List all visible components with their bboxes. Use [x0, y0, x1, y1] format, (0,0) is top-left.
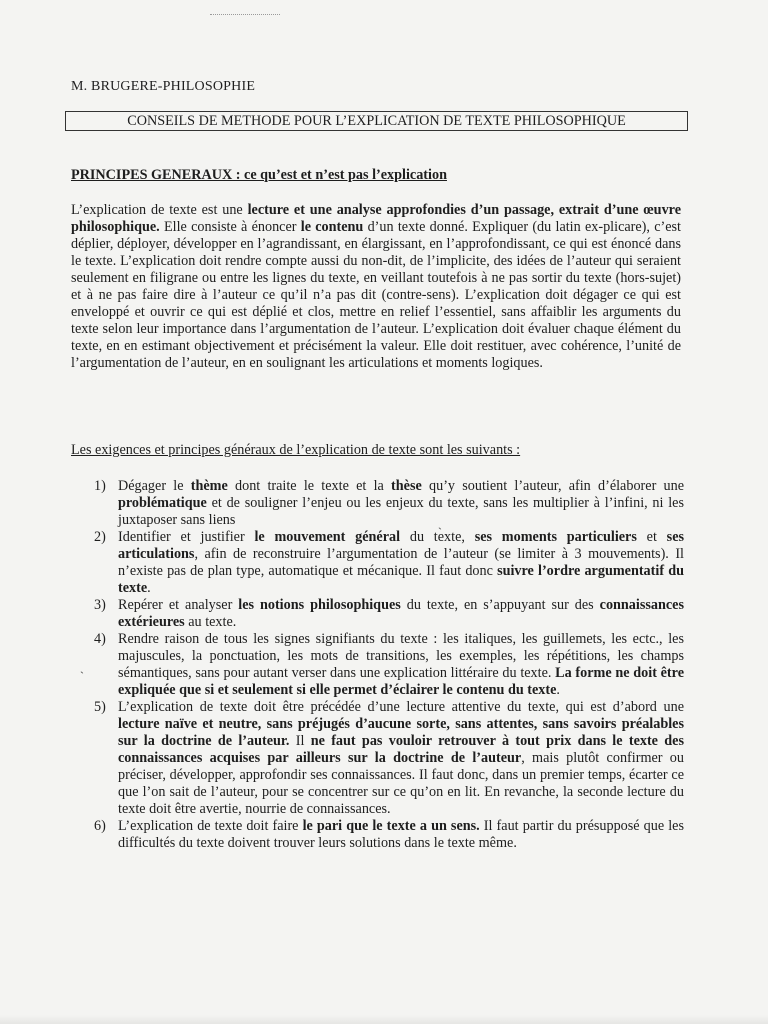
- document-title: CONSEILS DE METHODE POUR L’EXPLICATION DE TEXTE PHILOSOPHIQUE: [65, 111, 688, 131]
- list-item: [94, 478, 684, 529]
- item-text: au texte.: [184, 614, 237, 630]
- item-number: 2): [94, 529, 106, 545]
- author-line: M. BRUGERE-PHILOSOPHIE: [71, 79, 256, 94]
- item-text: .: [147, 580, 151, 596]
- item-bold: ses moments particuliers: [474, 529, 637, 545]
- intro-text: d’un texte donné. Expliquer (du latin ex-plicare), c’est déplier, déployer, développer en l’agrandissant, en élargissant, en l’approfondissant, ce qui est énoncé dans le texte. L’explication doit rendre compte aussi du non-dit, de l’implicite, des idées de l’auteur qui seraient seulement en filigrane ou entre les lignes du texte, en veillant toutefois à ne pas sortir du texte (hors-sujet) et à ne pas faire dire à l’auteur ce qu’il n’a pas dit (contre-sens). L’explication doit dégager ce qui est enveloppé et ouvrir ce qui est déplié et clos, mettre en relief l’essentiel, sans affaiblir les arguments du texte selon leur importance dans l’argumentation de l’auteur. L’explication doit évaluer chaque élément du texte, en en estimant objectivement et précisément la valeur. Elle doit restituer, avec cohérence, l’unité de l’argumentation de l’auteur, en en soulignant les articulations et moments logiques.: [71, 219, 681, 371]
- list-item: [94, 818, 684, 852]
- item-bold: problématique: [118, 495, 207, 511]
- list-item: [94, 529, 684, 597]
- item-bold: connaissances extérieures: [118, 597, 684, 630]
- item-number: 5): [94, 699, 106, 715]
- item-text: , mais plutôt confirmer ou préciser, développer, approfondir ses connaissances. Il faut donc, dans un premier temps, écarter ce que l’on sait de l’auteur, pour se concentrer sur ce qu’on en lit. En revanche, la seconde lecture du texte doit être avertie, nourrie de connaissances.: [118, 750, 684, 817]
- item-text: L’explication de texte doit être précédée d’une lecture attentive du texte, qui est d’abord une: [118, 699, 684, 715]
- intro-paragraph: [71, 202, 681, 372]
- item-number: 6): [94, 818, 106, 834]
- item-bold: le mouvement général: [254, 529, 401, 545]
- item-bold: La forme ne doit être expliquée que si et seulement si elle permet d’éclairer le contenu du texte: [118, 665, 684, 698]
- item-text: , afin de reconstruire l’argumentation de l’auteur (se limiter à 3 mouvements). Il n’existe pas de plan type, automatique et mécanique. Il faut donc: [118, 546, 684, 579]
- scan-edge: [0, 1015, 768, 1024]
- list-item: [94, 699, 684, 818]
- intro-bold: le contenu: [300, 219, 364, 235]
- item-bold: les notions philosophiques: [238, 597, 401, 613]
- principles-list: [94, 478, 684, 852]
- item-text: dont traite le texte et la: [227, 478, 392, 494]
- item-bold: le pari que le texte a un sens.: [302, 818, 480, 834]
- list-item: [94, 597, 684, 631]
- item-bold: suivre l’ordre argumentatif du texte: [118, 563, 684, 596]
- item-text: Il faut partir du présupposé que les difficultés du texte doivent trouver leurs solutions dans le texte même.: [118, 818, 685, 851]
- item-text: Identifier et justifier: [118, 529, 255, 545]
- item-text: du texte,: [400, 529, 475, 545]
- item-bold: ses articulations: [118, 529, 685, 562]
- item-text: et: [636, 529, 667, 545]
- item-text: et de souligner l’enjeu ou les enjeux du texte, sans les multiplier à l’infini, ni les juxtaposer sans liens: [118, 495, 684, 528]
- item-text: Rendre raison de tous les signes signifiants du texte : les italiques, les guillemets, les ectc., les majuscules, la ponctuation, les mots de transitions, les exemples, les répétitions, les champs sémantiques, sans pour autant verser dans une explication littéraire du texte.: [118, 631, 684, 681]
- item-text: Dégager le: [118, 478, 191, 494]
- item-bold: thèse: [391, 478, 422, 494]
- pen-mark: ˏ: [438, 516, 442, 530]
- scan-artifact: [210, 14, 280, 17]
- item-text: du texte, en s’appuyant sur des: [400, 597, 600, 613]
- section-title: PRINCIPES GENERAUX : ce qu’est et n’est pas l’explication: [71, 167, 447, 183]
- item-text: Il: [289, 733, 311, 749]
- item-number: 3): [94, 597, 106, 613]
- item-bold: thème: [190, 478, 228, 494]
- list-item: [94, 631, 684, 699]
- intro-text: Elle consiste à énoncer: [159, 219, 301, 235]
- item-number: 4): [94, 631, 106, 647]
- item-text: qu’y soutient l’auteur, afin d’élaborer une: [421, 478, 685, 494]
- pen-mark: ˏ: [80, 660, 84, 674]
- intro-text: L’explication de texte est une: [71, 202, 248, 218]
- item-number: 1): [94, 478, 106, 494]
- item-text: .: [556, 682, 560, 698]
- item-bold: ne faut pas vouloir retrouver à tout prix dans le texte des connaissances acquises par ailleurs sur la doctrine de l’auteur: [118, 733, 684, 766]
- item-text: Repérer et analyser: [118, 597, 239, 613]
- list-heading: Les exigences et principes généraux de l’explication de texte sont les suivants :: [71, 442, 521, 458]
- item-bold: lecture naïve et neutre, sans préjugés d’aucune sorte, sans attentes, sans savoirs préalables sur la doctrine de l’auteur.: [118, 716, 684, 749]
- intro-bold: lecture et une analyse approfondies d’un passage, extrait d’une œuvre philosophique.: [71, 202, 681, 235]
- item-text: L’explication de texte doit faire: [118, 818, 303, 834]
